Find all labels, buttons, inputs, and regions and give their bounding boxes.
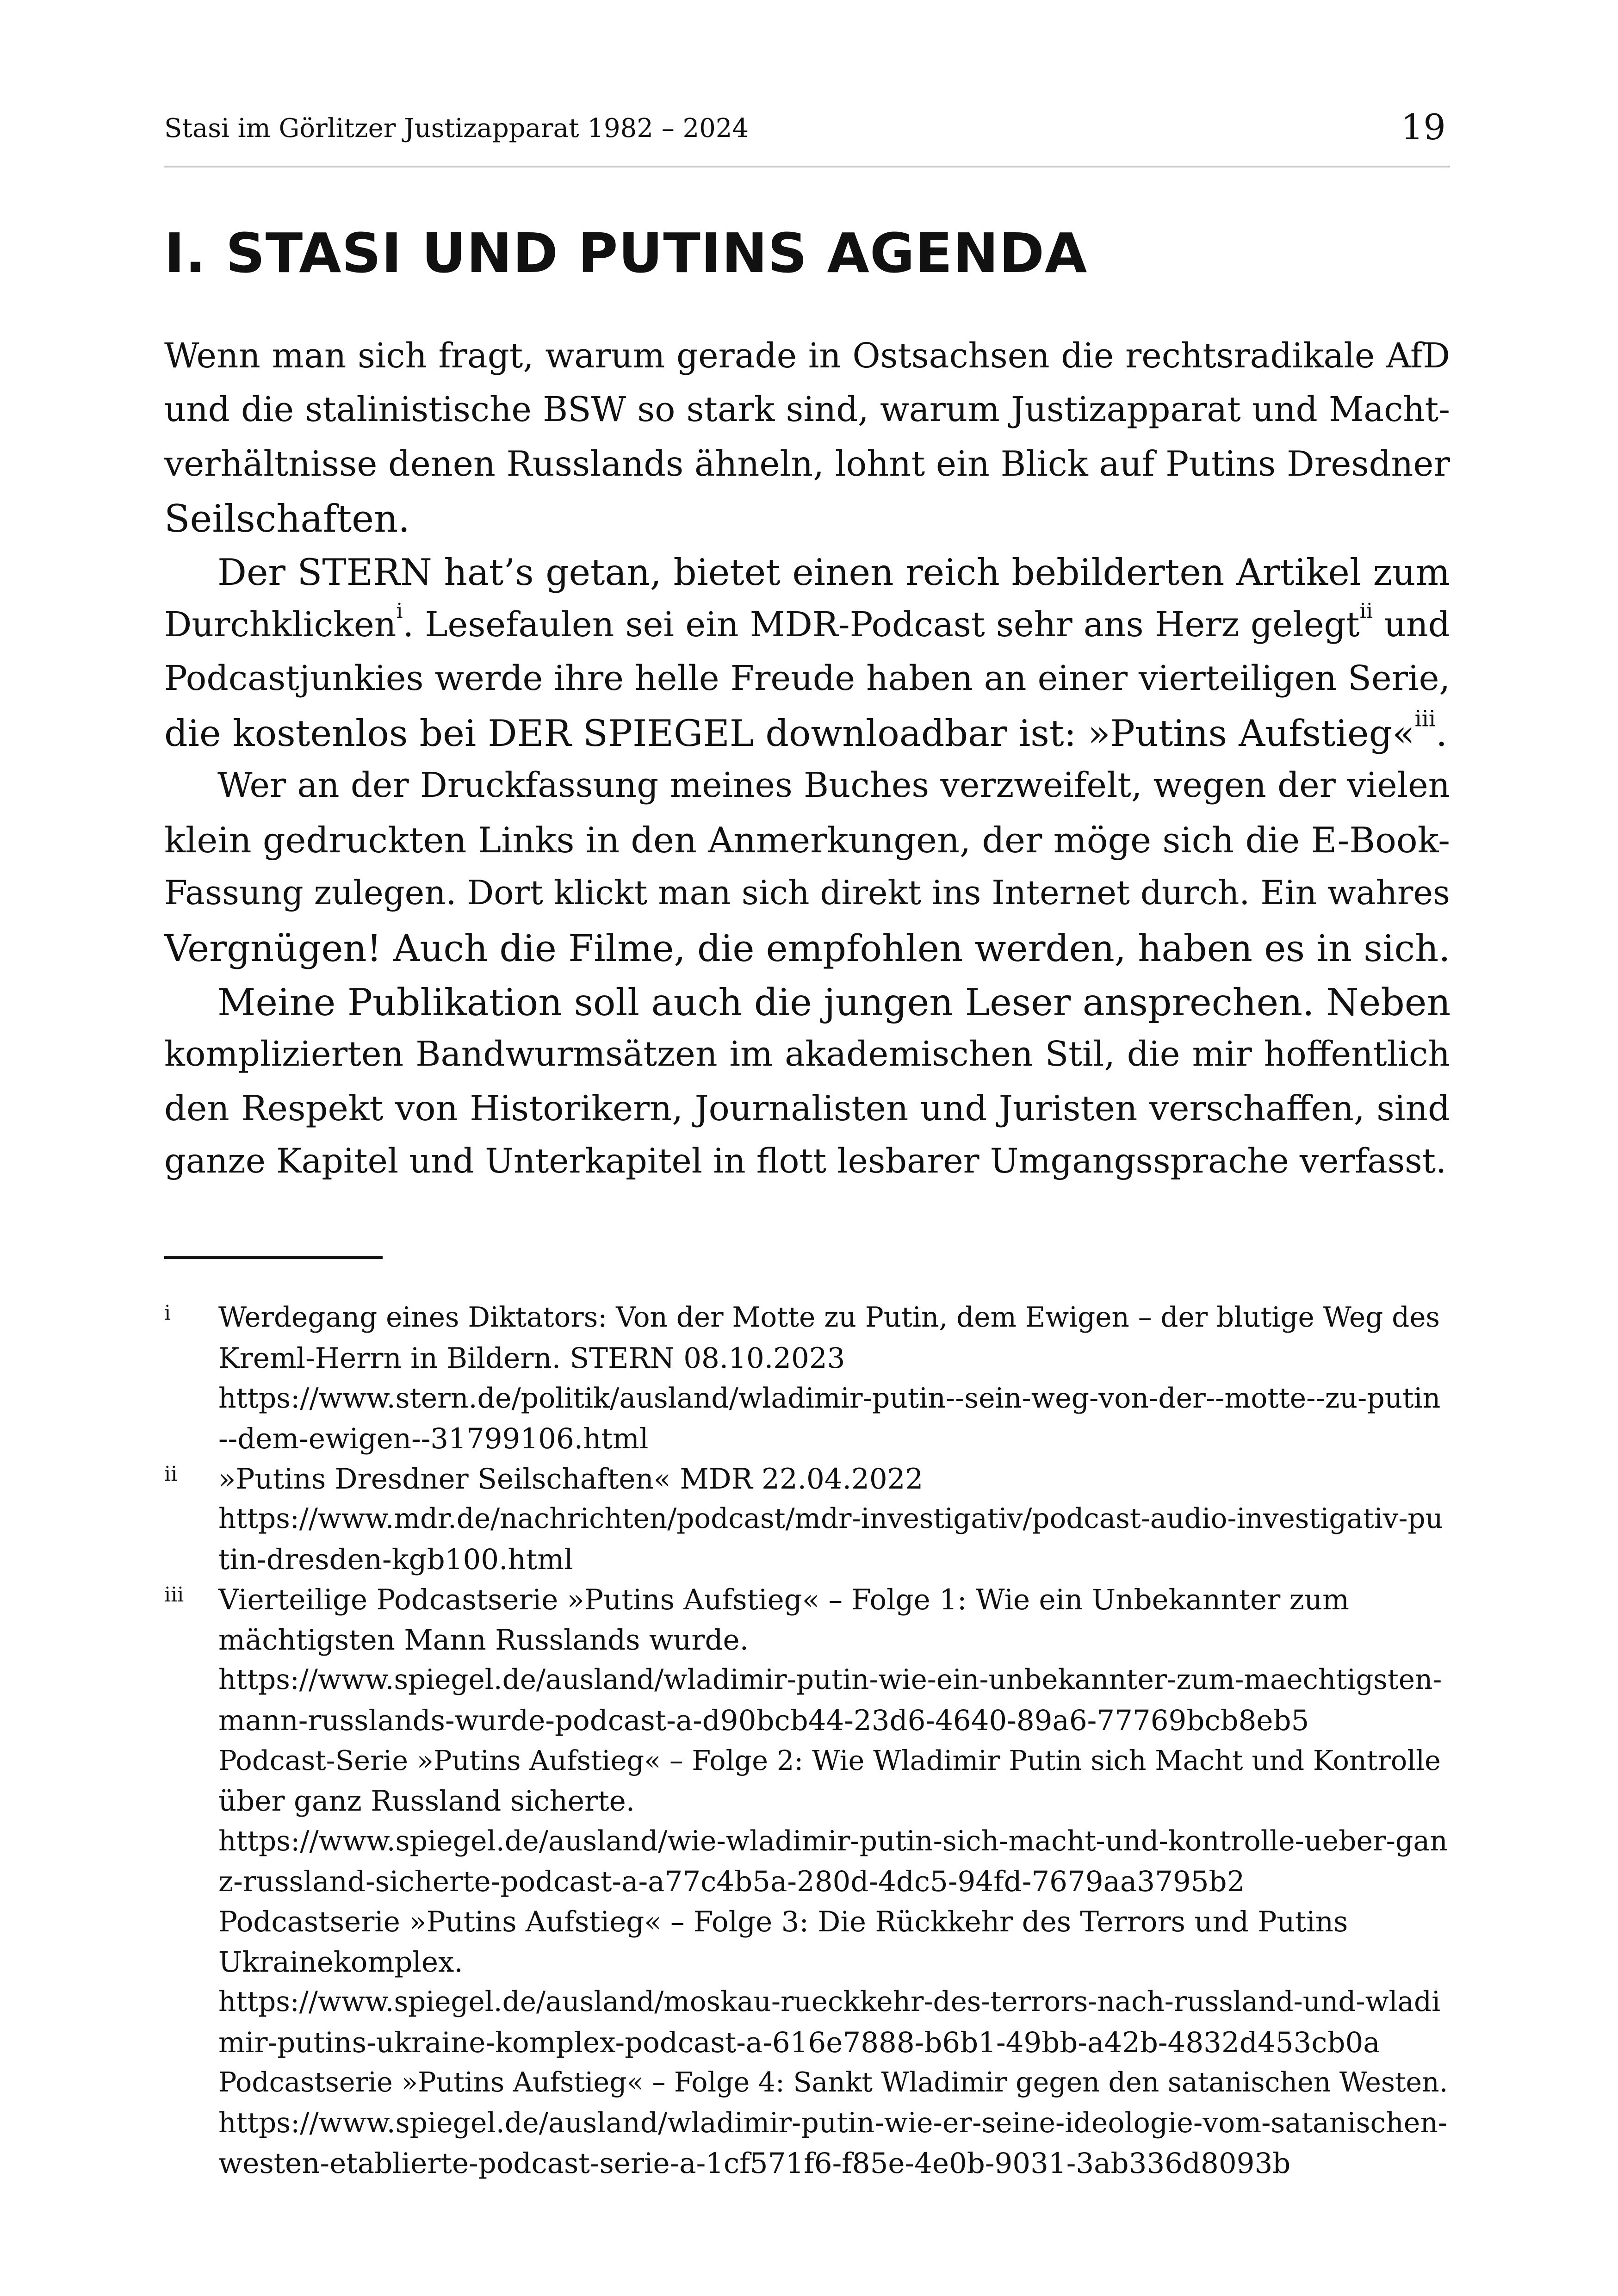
footnote-ref: ii xyxy=(1359,599,1373,623)
footnote-line: »Putins Dresdner Seilschaften« MDR 22.04.2022 xyxy=(218,1463,924,1496)
body-line: verhältnisse denen Russlands ähneln, lohnt ein Blick auf Putins Dresdner xyxy=(164,444,1450,484)
chapter-title: I. STASI UND PUTINS AGENDA xyxy=(164,221,1088,285)
header-divider xyxy=(164,166,1450,168)
footnote-link[interactable]: https://www.spiegel.de/ausland/wladimir-putin-wie-ein-unbekannter-zum-maechtigsten- xyxy=(218,1664,1442,1696)
footnote-marker: ii xyxy=(164,1462,178,1486)
footnote-link[interactable]: mir-putins-ukraine-komplex-podcast-a-616e7888-b6b1-49bb-a42b-4832d453cb0a xyxy=(218,2026,1380,2059)
footnote-marker: iii xyxy=(164,1583,184,1607)
footnote-link[interactable]: https://www.spiegel.de/ausland/wie-wladimir-putin-sich-macht-und-kontrolle-ueber-gan xyxy=(218,1825,1448,1857)
body-text: die kostenlos bei DER SPIEGEL downloadbar ist: »Putins Aufstieg« xyxy=(164,712,1415,755)
body-line: Meine Publikation soll auch die jungen Leser ansprechen. Neben xyxy=(217,980,1451,1024)
body-line xyxy=(164,599,1450,645)
footnote-line: Podcastserie »Putins Aufstieg« – Folge 4: Sankt Wladimir gegen den satanischen Westen. xyxy=(218,2066,1448,2098)
footnote-line: Kreml-Herrn in Bildern. STERN 08.10.2023 xyxy=(218,1342,845,1375)
body-line: ganze Kapitel und Unterkapitel in flott lesbarer Umgangssprache verfasst. xyxy=(164,1142,1447,1181)
footnote-link[interactable]: mann-russlands-wurde-podcast-a-d90bcb44-23d6-4640-89a6-77769bcb8eb5 xyxy=(218,1704,1309,1737)
body-line: klein gedruckten Links in den Anmerkungen, der möge sich die E-Book- xyxy=(164,819,1450,861)
footnote-link[interactable]: z-russland-sicherte-podcast-a-a77c4b5a-280d-4dc5-94fd-7679aa3795b2 xyxy=(218,1865,1245,1898)
footnote-line: Podcastserie »Putins Aufstieg« – Folge 3: Die Rückkehr des Terrors und Putins xyxy=(218,1905,1348,1938)
body-line: Podcastjunkies werde ihre helle Freude haben an einer vierteiligen Serie, xyxy=(164,658,1450,698)
body-line: Wer an der Druckfassung meines Buches verzweifelt, wegen der vielen xyxy=(217,766,1450,805)
body-text: und xyxy=(1373,605,1450,645)
body-line: Der STERN hat’s getan, bietet einen reich bebilderten Artikel zum xyxy=(217,551,1450,594)
footnote-line: Ukrainekomplex. xyxy=(218,1946,463,1979)
footnote-ref: iii xyxy=(1414,706,1436,732)
body-line: Fassung zulegen. Dort klickt man sich direkt ins Internet durch. Ein wahres xyxy=(164,873,1450,912)
body-line: Wenn man sich fragt, warum gerade in Ostsachsen die rechtsradikale AfD xyxy=(164,336,1450,376)
body-text: Durchklicken xyxy=(164,605,397,645)
footnote-link[interactable]: https://www.stern.de/politik/ausland/wladimir-putin--sein-weg-von-der--motte--zu-putin xyxy=(218,1382,1441,1415)
footnote-ref: i xyxy=(396,599,403,623)
footnote-link[interactable]: westen-etablierte-podcast-serie-a-1cf571f6-f85e-4e0b-9031-3ab336d8093b xyxy=(218,2147,1291,2180)
body-line: komplizierten Bandwurmsätzen im akademischen Stil, die mir hoffentlich xyxy=(164,1034,1450,1074)
body-line xyxy=(164,706,1450,755)
footnote-line: Podcast-Serie »Putins Aufstieg« – Folge 2: Wie Wladimir Putin sich Macht und Kontrolle xyxy=(218,1744,1441,1776)
footnote-line: Vierteilige Podcastserie »Putins Aufstieg« – Folge 1: Wie ein Unbekannter zum xyxy=(218,1583,1349,1616)
running-header-title: Stasi im Görlitzer Justizapparat 1982 – 2024 xyxy=(164,113,749,143)
footnote-link[interactable]: tin-dresden-kgb100.html xyxy=(218,1543,573,1576)
footnote-link[interactable]: --dem-ewigen--31799106.html xyxy=(218,1422,649,1455)
footnote-line: mächtigsten Mann Russlands wurde. xyxy=(218,1624,749,1657)
body-line: und die stalinistische BSW so stark sind, warum Justizapparat und Macht- xyxy=(164,390,1450,429)
footnote-link[interactable]: https://www.spiegel.de/ausland/moskau-rueckkehr-des-terrors-nach-russland-und-wladi xyxy=(218,1986,1441,2018)
footnote-link[interactable]: https://www.mdr.de/nachrichten/podcast/mdr-investigativ/podcast-audio-investigativ-pu xyxy=(218,1503,1443,1535)
footnote-link[interactable]: https://www.spiegel.de/ausland/wladimir-putin-wie-er-seine-ideologie-vom-satanischen- xyxy=(218,2107,1448,2139)
page-number: 19 xyxy=(1401,106,1446,148)
body-line: Seilschaften. xyxy=(164,497,410,541)
body-line: Vergnügen! Auch die Filme, die empfohlen werden, haben es in sich. xyxy=(164,927,1451,970)
body-line: den Respekt von Historikern, Journalisten und Juristen verschaffen, sind xyxy=(164,1088,1450,1129)
footnote-line: Werdegang eines Diktators: Von der Motte zu Putin, dem Ewigen – der blutige Weg des xyxy=(218,1302,1440,1334)
body-text: . xyxy=(1436,712,1448,755)
footnote-separator xyxy=(164,1256,383,1259)
footnote-marker: i xyxy=(164,1301,171,1325)
footnote-line: über ganz Russland sicherte. xyxy=(218,1785,635,1818)
body-text: . Lesefaulen sei ein MDR-Podcast sehr ans Herz gelegt xyxy=(403,605,1360,645)
